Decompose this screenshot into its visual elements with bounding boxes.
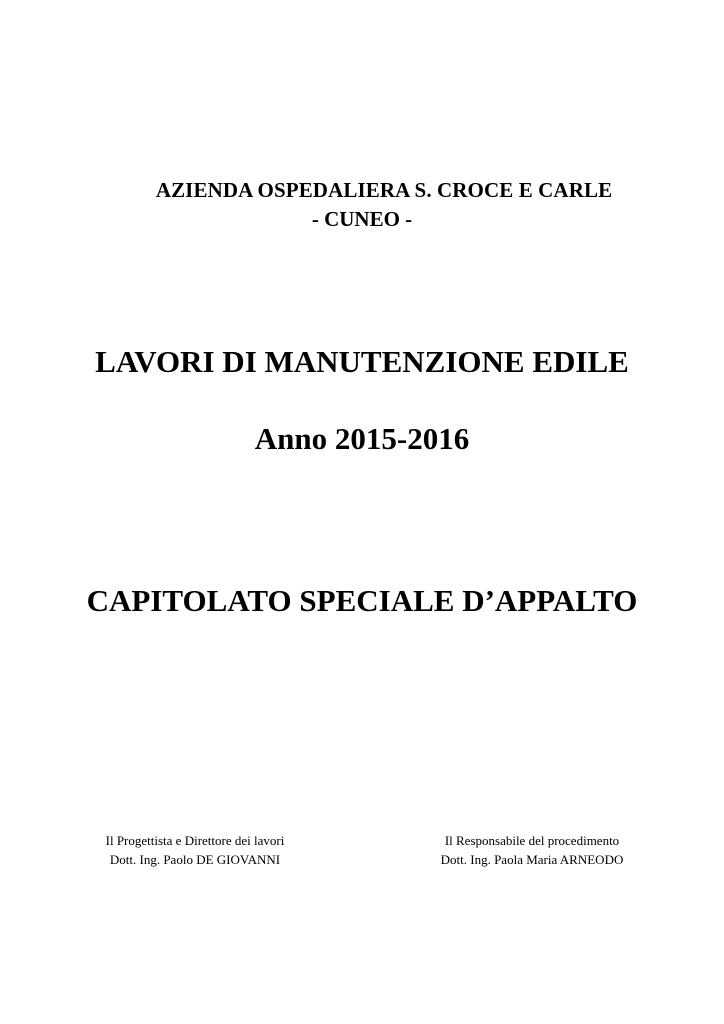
document-title: LAVORI DI MANUTENZIONE EDILE — [95, 344, 629, 379]
signature-right-role: Il Responsabile del procedimento — [444, 833, 620, 848]
document-type: CAPITOLATO SPECIALE D’APPALTO — [86, 583, 638, 618]
signature-block-right — [417, 831, 647, 869]
signature-left-role: Il Progettista e Direttore dei lavori — [105, 833, 285, 848]
organization-name — [0, 178, 724, 203]
signature-right-name: Dott. Ing. Paola Maria ARNEODO — [440, 852, 624, 867]
organization-city: - CUNEO - — [311, 207, 413, 231]
signature-left-name: Dott. Ing. Paolo DE GIOVANNI — [109, 852, 281, 867]
organization-name-text: AZIENDA OSPEDALIERA S. CROCE E CARLE — [155, 178, 613, 202]
signature-block-left — [80, 831, 310, 869]
document-year: Anno 2015-2016 — [254, 421, 470, 456]
